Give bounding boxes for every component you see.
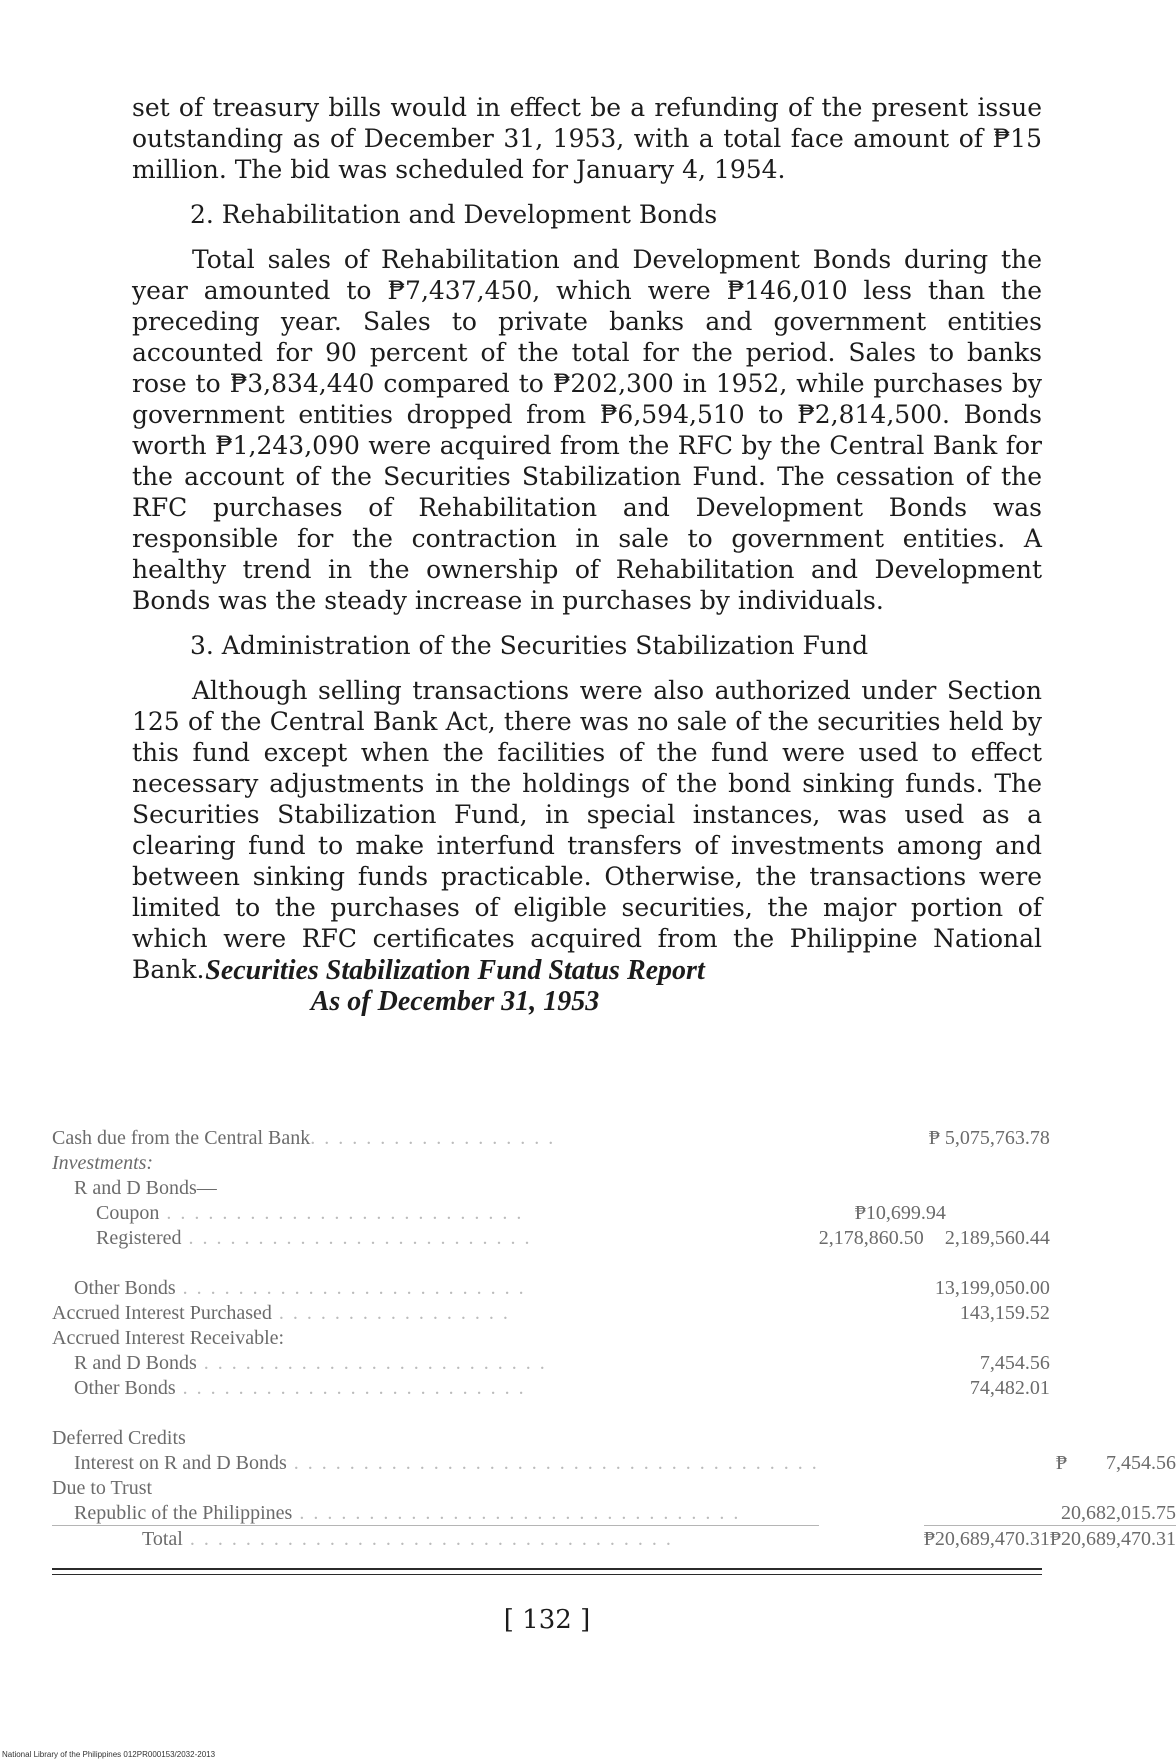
- table-row: [52, 1325, 1176, 1350]
- leader-dots: . . . . . . . . . . . . . . . . . . . . . . . . .: [175, 1377, 526, 1399]
- section-3-paragraph: Although selling transactions were also authorized under Section 125 of the Central Bank Act, there was no sale of the securities held by this fund except when the facilities of the fund were used to effect necessary adjustments in the holdings of the bond sinking funds. The Securities Stabilization Fund, in special instances, was used as a clearing fund to make interfund transfers of investments among and between sinking funds practicable. Otherwise, the transactions were limited to the purchases of eligible securities, the major portion of which were RFC certificates acquired from the Philippine National Bank.: [132, 676, 1042, 984]
- total-row: [52, 1526, 1176, 1552]
- table-row: [52, 1300, 1176, 1325]
- table-row: [52, 1500, 1176, 1526]
- amount-cell: 2,178,860.50: [818, 1227, 924, 1249]
- table-row: [52, 1375, 1176, 1400]
- table-row: [52, 1175, 1176, 1200]
- leader-dots: . . . . . . . . . . . . . . . . . .: [310, 1127, 556, 1149]
- page-body: [132, 92, 1042, 985]
- intro-paragraph: set of treasury bills would in effect be a refunding of the present issue outstanding as of December 31, 1953, with a total face amount of ₱15 million. The bid was scheduled for January 4, 1954.: [132, 93, 1042, 184]
- leader-dots: . . . . . . . . . . . . . . . . . . . . . . . . .: [175, 1277, 526, 1299]
- amount-cell: 7,454.56: [979, 1352, 1050, 1374]
- section-2-paragraph: Total sales of Rehabilitation and Development Bonds during the year amounted to ₱7,437,450, which were ₱146,010 less than the preceding year. Sales to private banks and government entities accounted for 90 percent of the total for the period. Sales to banks rose to ₱3,834,440 compared to ₱202,300 in 1952, while purchases by government entities dropped from ₱6,594,510 to ₱2,814,500. Bonds worth ₱1,243,090 were acquired from the RFC by the Central Bank for the account of the Securities Stabilization Fund. The cessation of the RFC purchases of Rehabilitation and Development Bonds was responsible for the contraction in sale to government entities. A healthy trend in the ownership of Rehabilitation and Development Bonds was the steady increase in purchases by individuals.: [132, 245, 1042, 615]
- footer-attribution: National Library of the Philippines 012PR000153/2032-2013: [2, 1750, 216, 1759]
- row-label: Due to Trust: [52, 1477, 153, 1499]
- row-label: Other Bonds: [74, 1377, 176, 1399]
- leader-dots: . . . . . . . . . . . . . . . . . . . . . . . . . . . . . . . .: [292, 1502, 741, 1524]
- row-label: Cash due from the Central Bank: [52, 1127, 311, 1149]
- row-label: Republic of the Philippines: [74, 1502, 293, 1524]
- report-title: [0, 955, 910, 1017]
- amount-cell: 10,699.94: [865, 1202, 946, 1224]
- amount-cell: ₱ 5,075,763.78: [928, 1127, 1050, 1149]
- row-label: Other Bonds: [74, 1277, 176, 1299]
- section-2-heading: 2. Rehabilitation and Development Bonds: [190, 200, 718, 229]
- row-label: Interest on R and D Bonds: [74, 1452, 287, 1474]
- table-row: [52, 1425, 1176, 1450]
- page-number: [ 132 ]: [503, 1605, 591, 1635]
- peso-sign: ₱: [1055, 1452, 1068, 1474]
- row-label: Accrued Interest Purchased: [52, 1302, 272, 1324]
- table-row: [52, 1125, 1176, 1150]
- amount-cell: 143,159.52: [959, 1302, 1050, 1324]
- table-row: [52, 1350, 1176, 1375]
- table-row: [52, 1200, 1176, 1225]
- row-label: R and D Bonds: [74, 1352, 197, 1374]
- total-amount: ₱20,689,470.31: [924, 1526, 1050, 1552]
- leader-dots: . . . . . . . . . . . . . . . . . . . . . . . . . . . . . . . . . . .: [182, 1528, 673, 1550]
- report-title-line-1: Securities Stabilization Fund Status Report: [205, 955, 705, 986]
- double-rule-top: [52, 1568, 1042, 1570]
- table-row: [52, 1225, 1176, 1250]
- table-row: [52, 1475, 1176, 1500]
- report-title-line-2: As of December 31, 1953: [310, 986, 600, 1017]
- amount-cell: 74,482.01: [969, 1377, 1050, 1399]
- leader-dots: . . . . . . . . . . . . . . . . . . . . . . . . .: [181, 1227, 532, 1249]
- row-label: Total: [142, 1528, 183, 1550]
- total-amount: ₱20,689,470.31: [1050, 1526, 1176, 1552]
- table-row: [52, 1450, 1176, 1475]
- table-row: [52, 1150, 1176, 1175]
- leader-dots: . . . . . . . . . . . . . . . . . . . . . . . . . . . . . . . . . . . . . .: [286, 1452, 819, 1474]
- row-label: Deferred Credits: [52, 1427, 186, 1449]
- peso-sign: ₱: [854, 1202, 866, 1224]
- section-3-heading: 3. Administration of the Securities Stabilization Fund: [190, 631, 869, 660]
- leader-dots: . . . . . . . . . . . . . . . . .: [271, 1302, 510, 1324]
- row-label: Accrued Interest Receivable:: [52, 1327, 285, 1349]
- row-label: Investments:: [52, 1152, 154, 1174]
- row-label: R and D Bonds—: [74, 1177, 217, 1199]
- leader-dots: . . . . . . . . . . . . . . . . . . . . . . . . .: [196, 1352, 547, 1374]
- status-report-table: [52, 1125, 1176, 1551]
- row-label: Registered: [96, 1227, 182, 1249]
- double-rule-bottom: [52, 1574, 1042, 1575]
- table-row: [52, 1275, 1176, 1300]
- row-label: Coupon: [96, 1202, 160, 1224]
- leader-dots: . . . . . . . . . . . . . . . . . . . . . . . . . .: [159, 1202, 524, 1224]
- amount-cell: 13,199,050.00: [934, 1277, 1050, 1299]
- amount-cell: 2,189,560.44: [944, 1227, 1050, 1249]
- amount-cell: 20,682,015.75: [1061, 1502, 1176, 1524]
- amount-cell: 7,454.56: [1106, 1452, 1176, 1474]
